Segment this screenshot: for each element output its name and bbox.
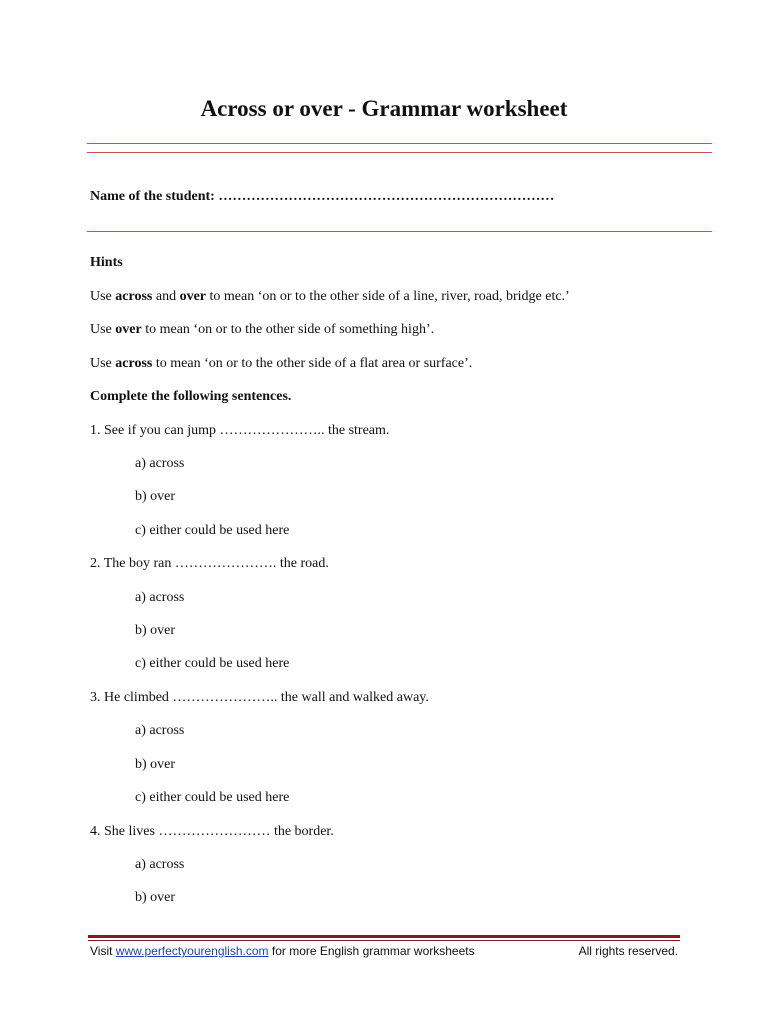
question-3-option-b: b) over [135,757,176,772]
hint-keyword: over [115,322,142,337]
title-divider-bottom [87,152,712,153]
hint-line-3 [90,354,472,374]
question-3: 3. He climbed ………………….. the wall and walked away. [90,690,429,705]
footer-divider-thin [88,940,680,941]
hints-heading: Hints [90,255,123,270]
hint-text: Use [90,356,116,371]
question-1-option-c: c) either could be used here [135,523,290,538]
question-3-option-a: a) across [135,723,185,738]
student-name-line: Name of the student: ……………………………………………………………… [90,189,555,204]
footer-divider-thick [88,935,680,938]
page-title: Across or over - Grammar worksheet [200,96,568,121]
footer-website-link[interactable]: www.perfectyourenglish.com [115,944,269,958]
footer-description: for more English grammar worksheets [268,944,475,958]
name-divider [87,231,712,232]
hint-line-1 [90,287,570,307]
question-2: 2. The boy ran …………………. the road. [90,556,329,571]
hint-text: and [152,289,180,304]
footer-visit-text: Visit [90,944,116,958]
footer-rights: All rights reserved. [578,944,678,958]
question-1-option-b: b) over [135,489,176,504]
question-2-option-a: a) across [135,590,185,605]
instructions: Complete the following sentences. [90,389,292,404]
question-2-option-c: c) either could be used here [135,656,290,671]
hint-keyword: across [115,356,153,371]
title-divider-top [87,143,712,144]
question-1: 1. See if you can jump ………………….. the stream. [90,423,390,438]
question-4-option-a: a) across [135,857,185,872]
hint-keyword: across [115,289,153,304]
question-2-option-b: b) over [135,623,176,638]
footer [90,942,680,960]
hint-text: Use [90,322,116,337]
hint-keyword: over [179,289,207,304]
hint-line-2 [90,320,434,340]
hint-text: Use [90,289,116,304]
hint-text: to mean ‘on or to the other side of a line, river, road, bridge etc.’ [206,289,570,304]
hint-text: to mean ‘on or to the other side of something high’. [141,322,435,337]
question-4-option-b: b) over [135,890,176,905]
question-1-option-a: a) across [135,456,185,471]
question-3-option-c: c) either could be used here [135,790,290,805]
question-4: 4. She lives …………………… the border. [90,824,334,839]
hint-text: to mean ‘on or to the other side of a flat area or surface’. [152,356,473,371]
